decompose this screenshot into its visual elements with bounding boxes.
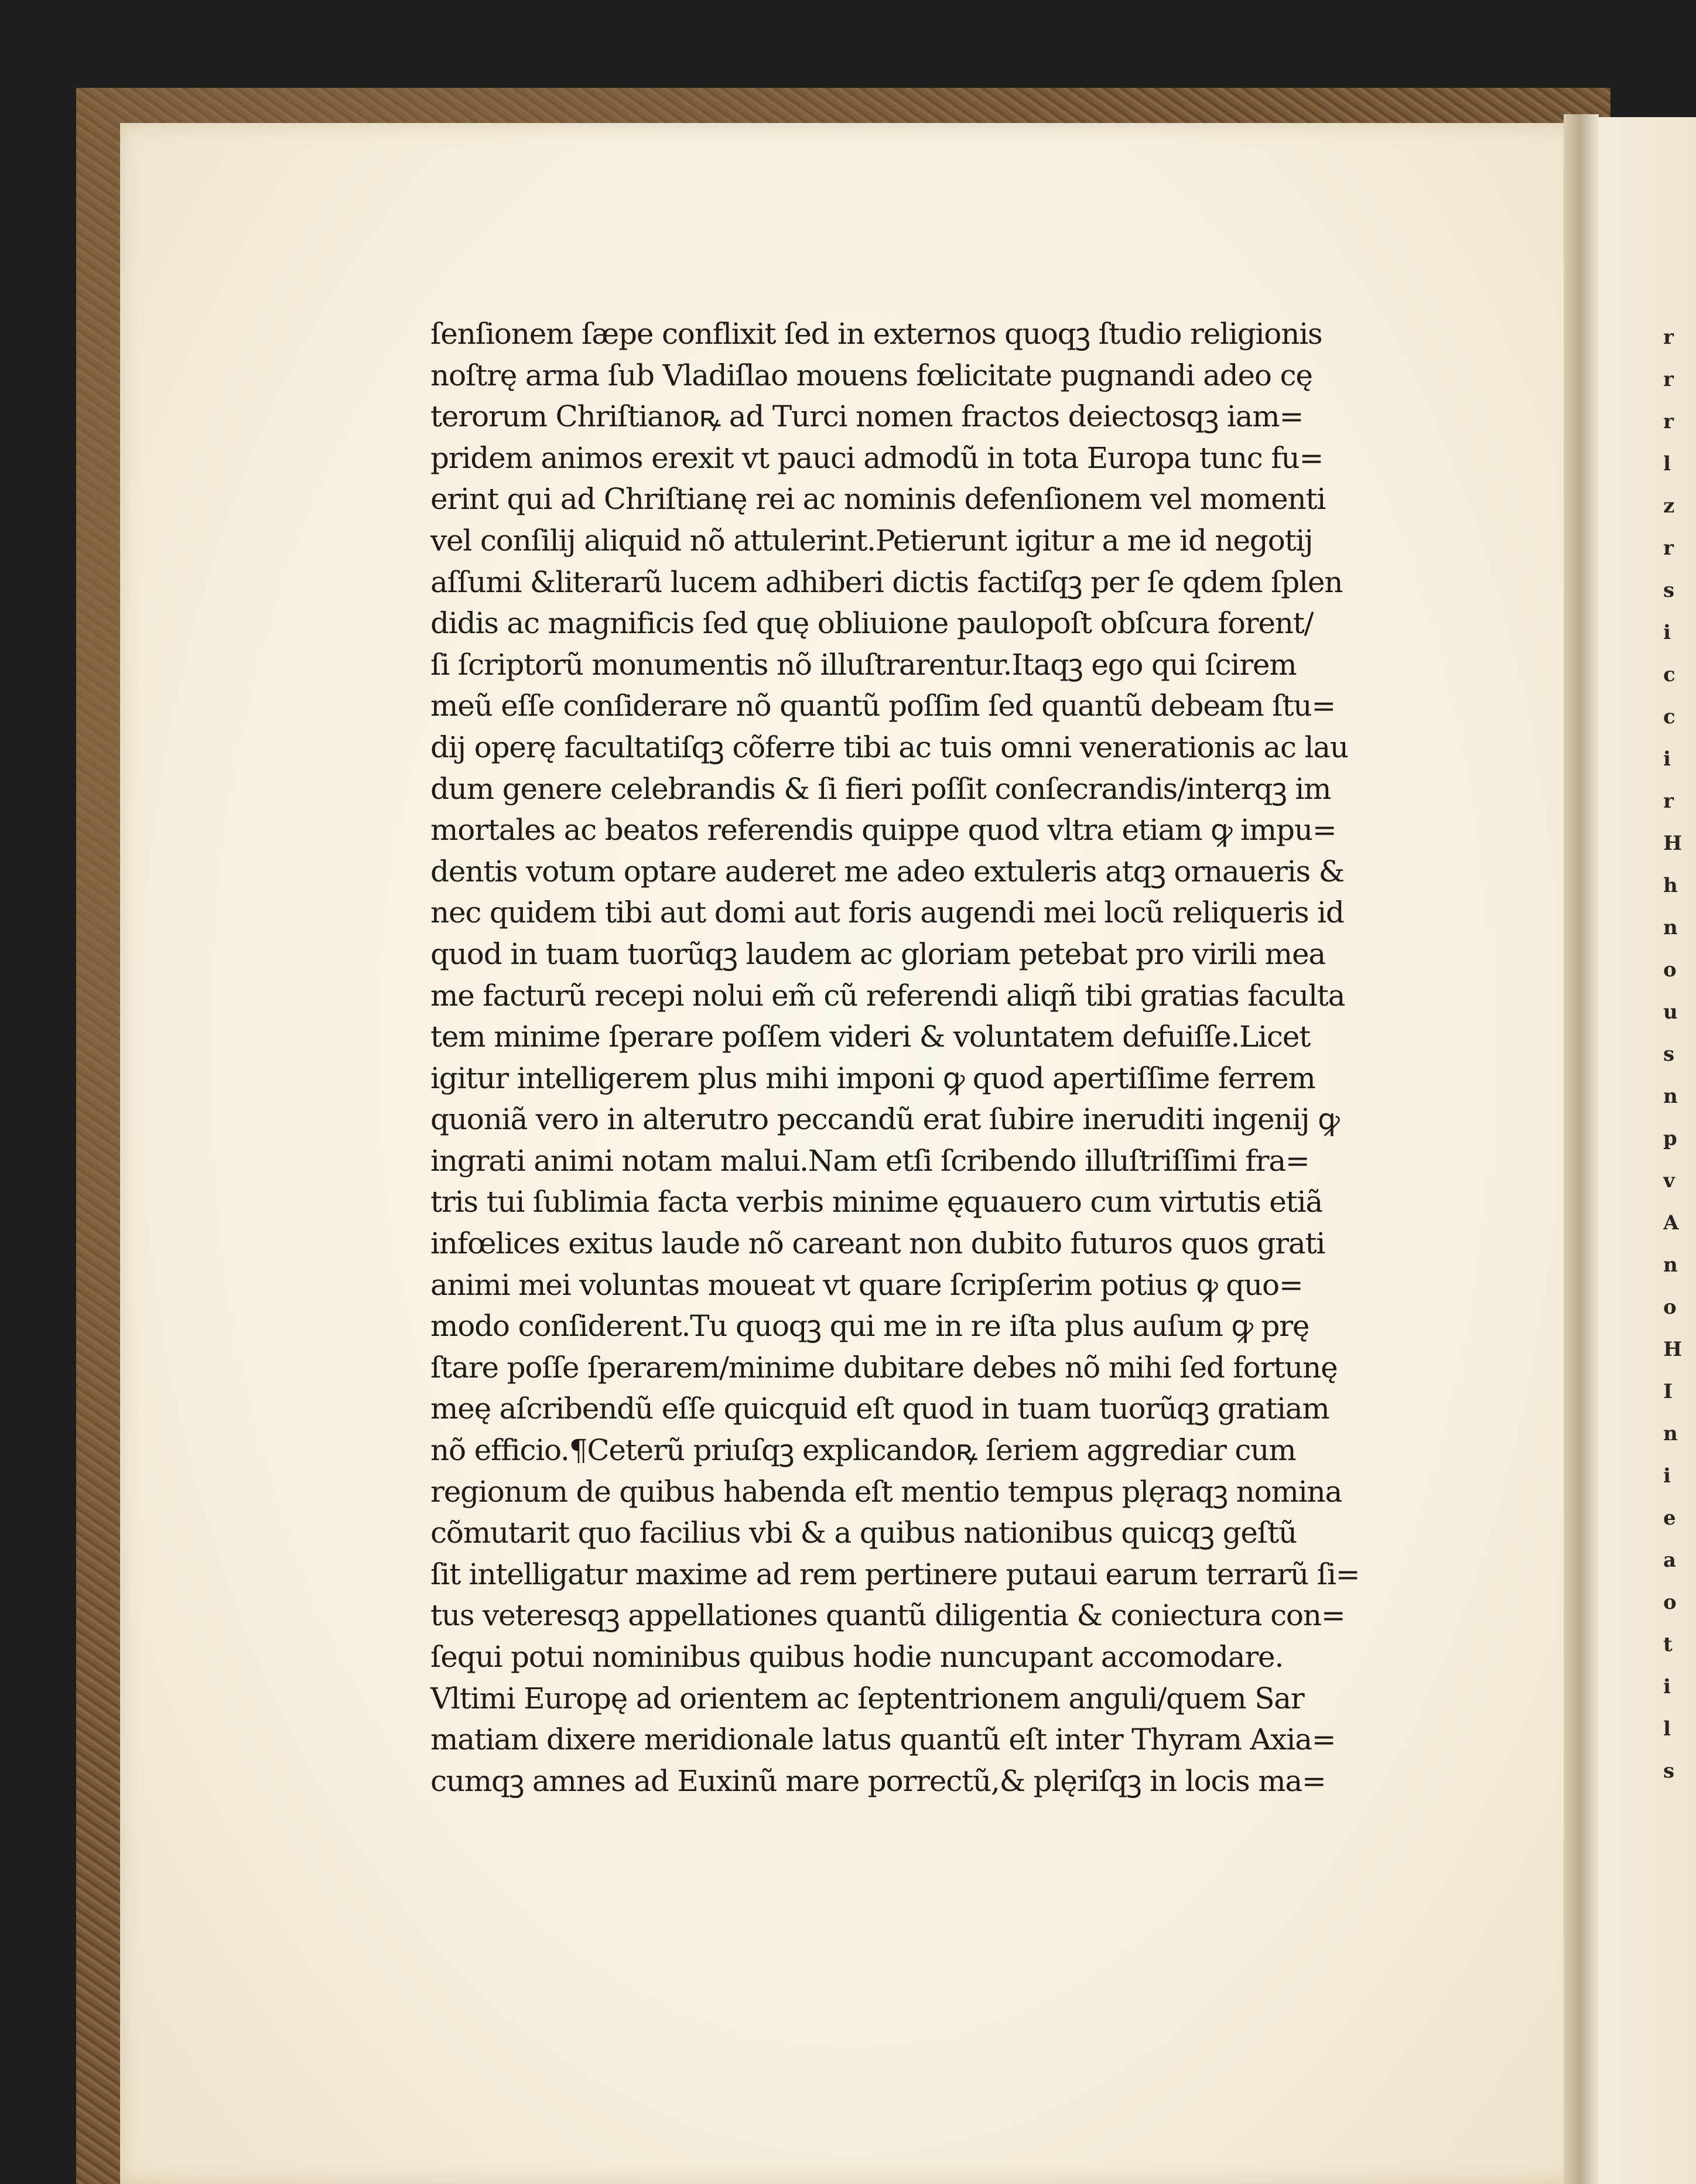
recto-edge-text xyxy=(1663,316,1696,1780)
printed-text-block xyxy=(430,313,1397,1802)
recto-edge-letter: r xyxy=(1663,326,1674,349)
text-line: quoniã vero in alterutro peccandũ erat ſubire ineruditi ingenij ꝙ xyxy=(430,1102,1339,1137)
text-line: ſequi potui nominibus quibus hodie nuncupant accomodare. xyxy=(430,1640,1284,1674)
text-line: tus veteresqꝫ appellationes quantũ diligentia & coniectura con= xyxy=(430,1598,1345,1633)
text-line: animi mei voluntas moueat vt quare ſcripſerim potius ꝙ quo= xyxy=(430,1267,1303,1302)
recto-edge-letter: s xyxy=(1663,579,1675,602)
recto-edge-letter: t xyxy=(1663,1633,1673,1656)
recto-edge-letter: c xyxy=(1663,705,1676,729)
text-line: ſtare poſſe ſperarem/minime dubitare debes nõ mihi ſed fortunę xyxy=(430,1350,1338,1385)
text-line: ſi ſcriptorũ monumentis nõ illuſtrarentur.Itaqꝫ ego qui ſcirem xyxy=(430,647,1297,682)
text-line: ſit intelligatur maxime ad rem pertinere putaui earum terrarũ ſi= xyxy=(430,1557,1360,1591)
recto-edge-letter: i xyxy=(1663,621,1671,644)
recto-edge-letter: z xyxy=(1663,494,1675,518)
text-line: me facturũ recepi nolui em̃ cũ referendi aliqñ tibi gratias faculta xyxy=(430,978,1345,1013)
text-line: quod in tuam tuorũqꝫ laudem ac gloriam petebat pro virili mea xyxy=(430,937,1325,971)
recto-edge-letter: I xyxy=(1663,1380,1673,1403)
recto-edge-letter: o xyxy=(1663,958,1677,982)
text-line: igitur intelligerem plus mihi imponi ꝙ quod apertiſſime ferrem xyxy=(430,1061,1315,1095)
text-line: Vltimi Europę ad orientem ac ſeptentrionem anguli/quem Sar xyxy=(430,1681,1304,1715)
text-line: meũ eſſe conſiderare nõ quantũ poſſim ſed quantũ debeam ſtu= xyxy=(430,689,1336,723)
recto-edge-letter: h xyxy=(1663,874,1678,897)
recto-edge-letter: n xyxy=(1663,1085,1678,1108)
book-gutter xyxy=(1564,114,1599,2184)
text-line: noſtrę arma ſub Vladiſlao mouens fœlicitate pugnandi adeo cę xyxy=(430,358,1312,392)
text-line: cõmutarit quo facilius vbi & a quibus nationibus quicqꝫ geſtũ xyxy=(430,1516,1297,1550)
text-line: ſenſionem ſæpe conflixit ſed in externos quoqꝫ ſtudio religionis xyxy=(430,317,1322,351)
text-line: ingrati animi notam malui.Nam etſi ſcribendo illuſtriſſimi fra= xyxy=(430,1143,1309,1178)
recto-edge-letter: r xyxy=(1663,368,1674,391)
recto-edge-letter: l xyxy=(1663,452,1671,476)
recto-edge-letter: l xyxy=(1663,1717,1671,1741)
recto-edge-letter: r xyxy=(1663,410,1674,433)
text-line: dum genere celebrandis & ſi fieri poſſit conſecrandis/interqꝫ im xyxy=(430,771,1331,806)
recto-edge-letter: i xyxy=(1663,1464,1671,1488)
recto-edge-letter: r xyxy=(1663,789,1674,813)
recto-edge-letter: o xyxy=(1663,1296,1677,1319)
recto-edge-letter: a xyxy=(1663,1549,1677,1572)
recto-edge-letter: A xyxy=(1663,1211,1679,1235)
recto-edge-letter: n xyxy=(1663,1253,1678,1277)
recto-edge-letter: r xyxy=(1663,536,1674,560)
text-line: tem minime ſperare poſſem videri & voluntatem defuiſſe.Licet xyxy=(430,1020,1311,1054)
recto-edge-letter: n xyxy=(1663,1422,1678,1445)
recto-edge-letter: i xyxy=(1663,747,1671,771)
text-line: modo conſiderent.Tu quoqꝫ qui me in re iſta plus auſum ꝙ prę xyxy=(430,1309,1309,1344)
recto-edge-letter: H xyxy=(1663,832,1683,855)
text-line: didis ac magnificis ſed quę obliuione paulopoſt obſcura forent/ xyxy=(430,606,1314,641)
text-line: erint qui ad Chriſtianę rei ac nominis defenſionem vel momenti xyxy=(430,482,1326,517)
text-line: aſſumi &literarũ lucem adhiberi dictis factiſqꝫ per ſe qdem ſplen xyxy=(430,565,1343,599)
text-line: regionum de quibus habenda eſt mentio tempus plęraqꝫ nomina xyxy=(430,1474,1342,1509)
recto-edge-letter: c xyxy=(1663,663,1676,686)
text-line: meę aſcribendũ eſſe quicquid eſt quod in tuam tuorũqꝫ gratiam xyxy=(430,1392,1329,1426)
text-line: terorum Chriſtianoꝶ ad Turci nomen fractos deiectosqꝫ iam= xyxy=(430,399,1304,434)
text-line: pridem animos erexit vt pauci admodũ in tota Europa tunc fu= xyxy=(430,440,1324,475)
recto-edge-letter: n xyxy=(1663,916,1678,939)
text-line: matiam dixere meridionale latus quantũ eſt inter Thyram Axia= xyxy=(430,1722,1336,1757)
text-line: nõ efficio.¶Ceterũ priuſqꝫ explicandoꝶ ſeriem aggrediar cum xyxy=(430,1433,1296,1468)
text-line: tris tui ſublimia facta verbis minime ęquauero cum virtutis etiã xyxy=(430,1185,1322,1219)
recto-edge-letter: s xyxy=(1663,1759,1675,1780)
text-line: vel conſilij aliquid nõ attulerint.Petierunt igitur a me id negotij xyxy=(430,523,1313,558)
recto-edge-letter: v xyxy=(1663,1169,1675,1192)
recto-edge-letter: H xyxy=(1663,1338,1683,1361)
text-line: nec quidem tibi aut domi aut foris augendi mei locũ reliqueris id xyxy=(430,896,1344,930)
recto-edge-letter: e xyxy=(1663,1506,1676,1530)
recto-edge-letter: p xyxy=(1663,1127,1677,1150)
text-line: dij operę facultatiſqꝫ cõferre tibi ac tuis omni venerationis ac lau xyxy=(430,730,1348,764)
recto-edge-letter: i xyxy=(1663,1675,1671,1698)
recto-edge-letter: s xyxy=(1663,1043,1675,1066)
recto-edge-letter: u xyxy=(1663,1000,1678,1024)
text-line: dentis votum optare auderet me adeo extuleris atqꝫ ornaueris & xyxy=(430,854,1344,888)
recto-edge-letter: o xyxy=(1663,1591,1677,1614)
text-line: infœlices exitus laude nõ careant non dubito futuros quos grati xyxy=(430,1226,1325,1261)
text-line: mortales ac beatos referendis quippe quod vltra etiam ꝙ impu= xyxy=(430,813,1336,847)
text-line: cumqꝫ amnes ad Euxinũ mare porrectũ,& plęriſqꝫ in locis ma= xyxy=(430,1763,1326,1798)
